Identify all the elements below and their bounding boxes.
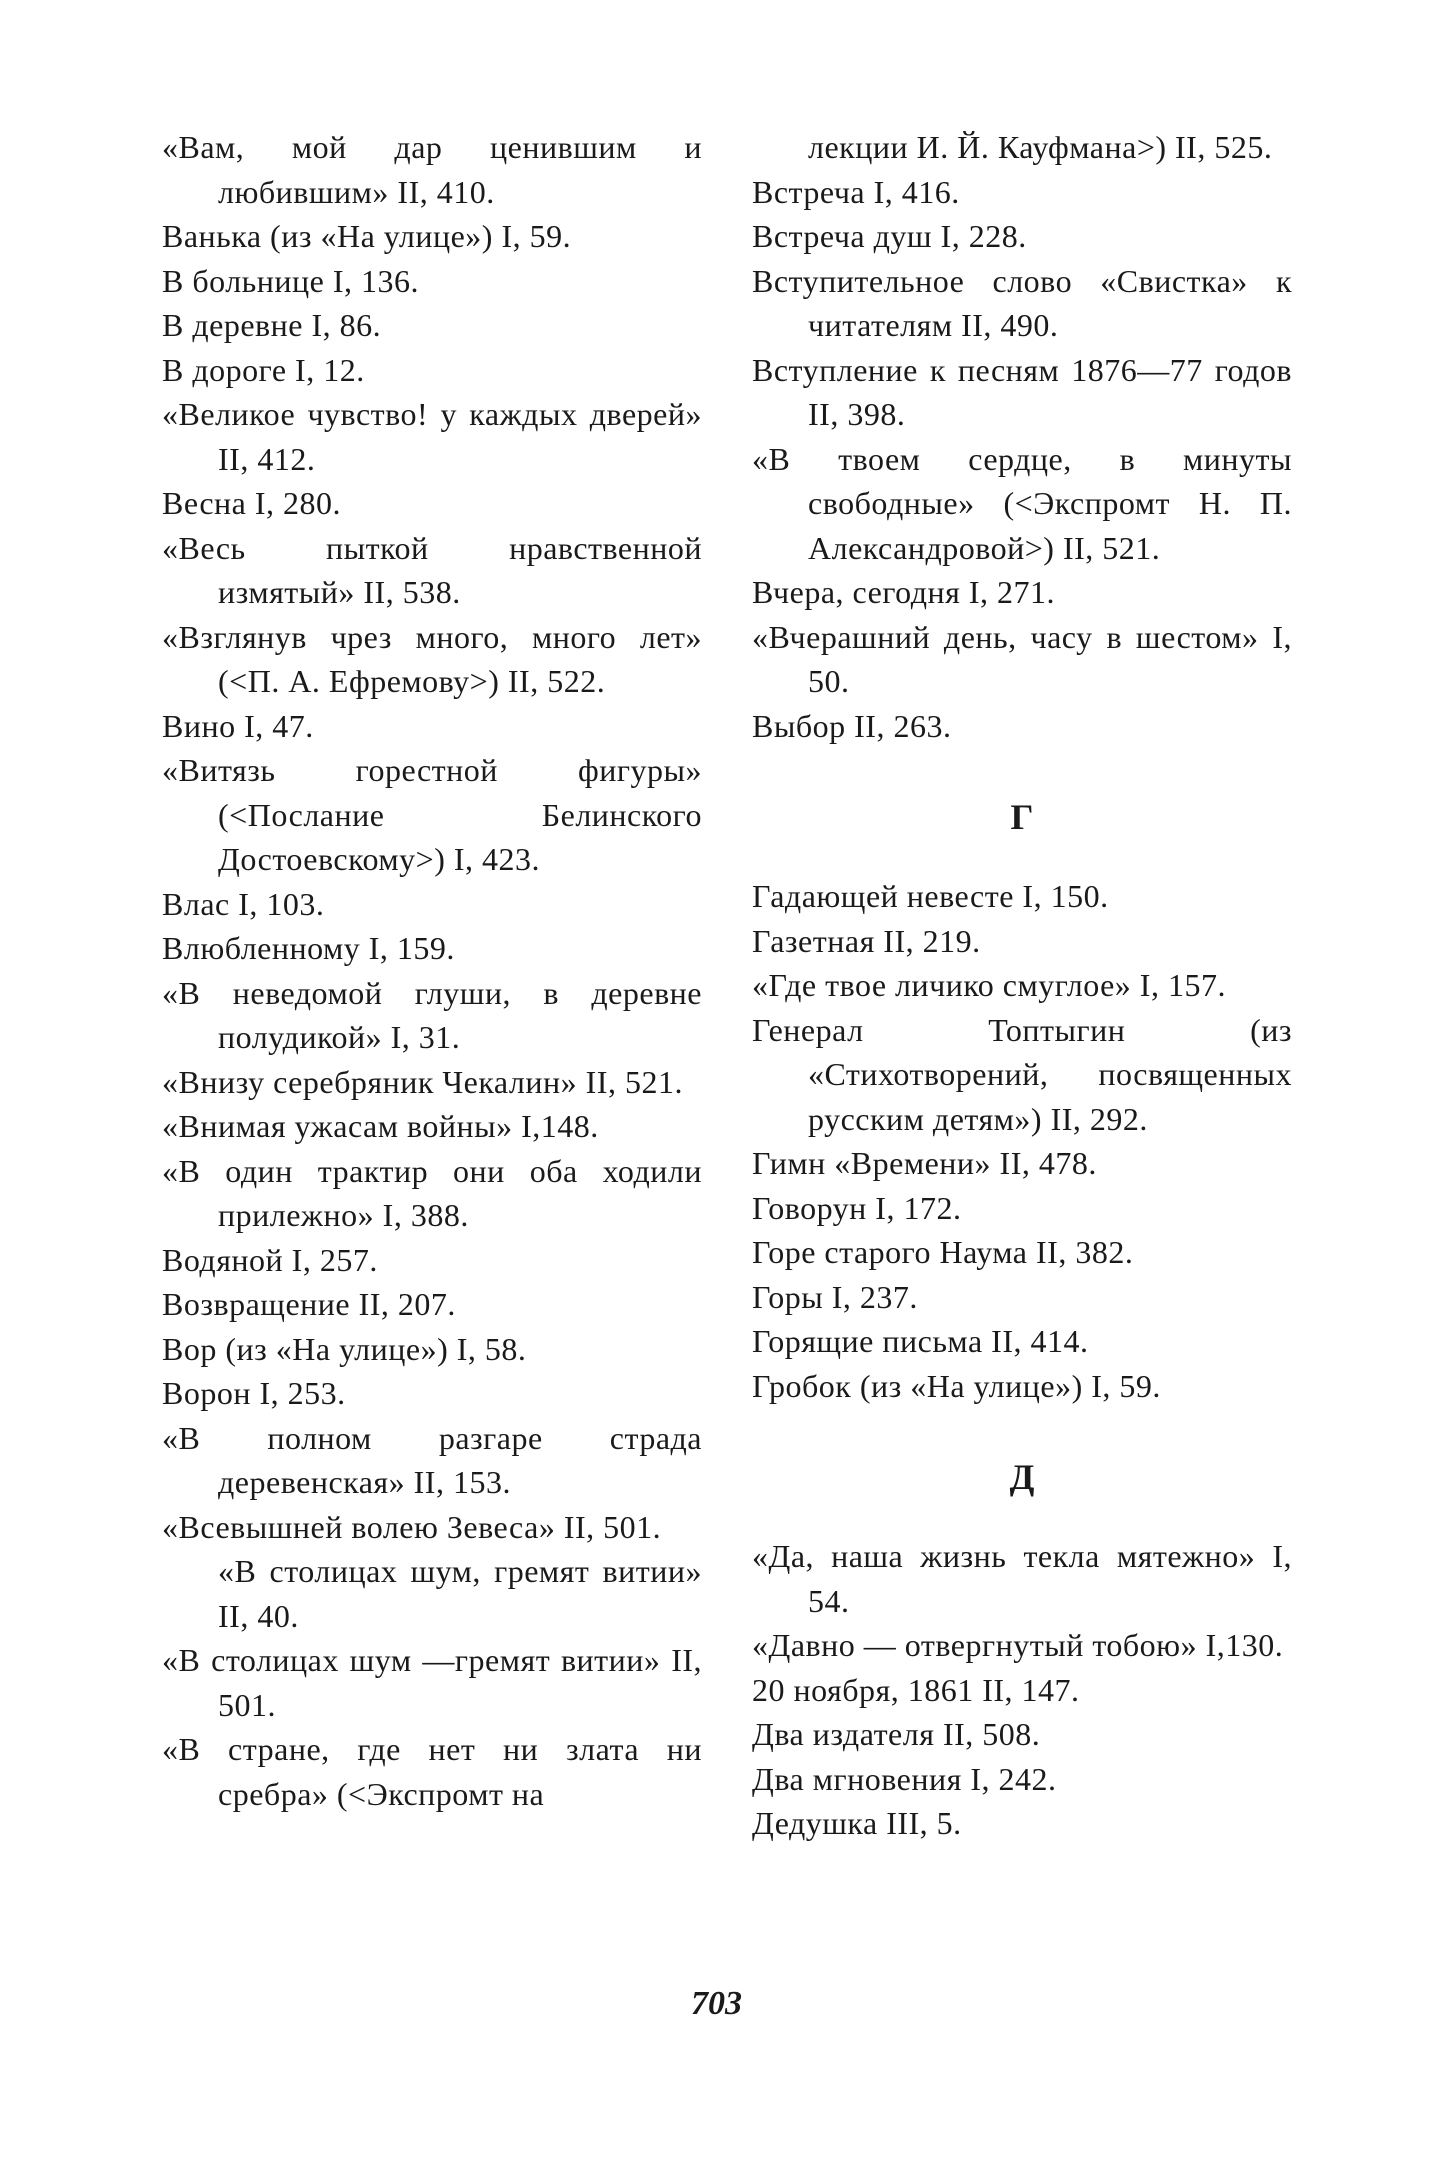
index-entry: Газетная II, 219. — [752, 922, 981, 959]
index-entry: «Витязь горестной фигуры» (<Послание Белинского Достоевскому>) I, 423. — [162, 752, 702, 877]
index-entry: Весна I, 280. — [162, 485, 342, 521]
index-entry: «Внимая ужасам войны» I,148. — [162, 1108, 599, 1144]
index-entry: Гимн «Времени» II, 478. — [752, 1145, 1097, 1181]
index-entry: «В один трактир они оба ходили прилежно» I, 388. — [162, 1152, 702, 1233]
index-entry: Гадающей невесте I, 150. — [752, 878, 1109, 914]
index-entry: «Вам, мой дар ценившим и любившим» II, 410. — [162, 129, 702, 210]
index-entry: 20 ноября, 1861 II, 147. — [752, 1671, 1080, 1708]
index-entry: «В полном разгаре страда деревенская» II, 153. — [162, 1419, 702, 1500]
page-number: 703 — [691, 1985, 742, 2022]
index-entry-continued: лекции И. Й. Кауфмана>) II, 525. — [808, 129, 1273, 165]
index-entry: Вино I, 47. — [162, 707, 314, 744]
index-entry: Вступительное слово «Свистка» к читателям II, 490. — [752, 262, 1292, 343]
index-entry: Возвращение II, 207. — [162, 1286, 456, 1322]
index-entry: «Внизу серебряник Чекалин» II, 521. — [162, 1063, 683, 1100]
index-entry: «Давно — отвергнутый тобою» I,130. — [752, 1627, 1284, 1663]
index-entry: Вчера, сегодня I, 271. — [752, 574, 1056, 610]
index-entry: Ванька (из «На улице») I, 59. — [162, 218, 572, 254]
index-entry: Два издателя II, 508. — [752, 1716, 1041, 1752]
index-entry: В дороге I, 12. — [162, 351, 365, 388]
index-entry: Горе старого Наума II, 382. — [752, 1234, 1134, 1270]
index-entry: «Всевышней волею Зевеса» II, 501. — [162, 1508, 662, 1545]
section-letter-d: Д — [1009, 1457, 1035, 1497]
index-entry: «Где твое личико смуглое» I, 157. — [752, 967, 1226, 1003]
right-column — [752, 125, 1292, 1846]
index-entry: Водяной I, 257. — [162, 1241, 378, 1278]
index-entry: «В столицах шум, гремят витии» II, 40. — [218, 1553, 702, 1634]
index-entry: Встреча душ I, 228. — [752, 218, 1027, 254]
index-entry: Горящие письма II, 414. — [752, 1323, 1089, 1359]
index-entry: «В столицах шум —гремят витии» II, 501. — [162, 1642, 702, 1723]
index-entry: «В твоем сердце, в минуты свободные» (<Экспромт Н. П. Александровой>) II, 521. — [752, 440, 1292, 566]
index-entry: «Взглянув чрез много, много лет» (<П. А. Ефремову>) II, 522. — [162, 618, 702, 699]
index-entry: «Великое чувство! у каждых дверей» II, 412. — [162, 396, 702, 477]
index-entry: Гробок (из «На улице») I, 59. — [752, 1367, 1161, 1404]
index-entry: Влас I, 103. — [162, 885, 325, 922]
section-letter-g: Г — [1010, 797, 1034, 837]
index-entry: «Вчерашний день, часу в шестом» I, 50. — [752, 618, 1292, 699]
index-entry: Влюбленному I, 159. — [162, 930, 455, 966]
index-entry: «В стране, где нет ни злата ни сребра» (<Экспромт на — [162, 1731, 702, 1812]
index-entry: В деревне I, 86. — [162, 307, 382, 343]
index-entry: В больнице I, 136. — [162, 262, 419, 299]
index-entry: Выбор II, 263. — [752, 707, 952, 744]
index-entry: Дедушка III, 5. — [752, 1805, 962, 1841]
index-entry: Встреча I, 416. — [752, 173, 960, 210]
index-entry: Горы I, 237. — [752, 1278, 918, 1315]
index-entry: Генерал Топтыгин (из «Стихотворений, посвященных русским детям») II, 292. — [752, 1011, 1292, 1137]
index-entry: Два мгновения I, 242. — [752, 1760, 1057, 1797]
index-entry: Вор (из «На улице») I, 58. — [162, 1330, 527, 1367]
index-entry: «В неведомой глуши, в деревне полудикой» I, 31. — [162, 974, 702, 1055]
index-entry: «Да, наша жизнь текла мятежно» I, 54. — [752, 1538, 1292, 1619]
index-entry: Ворон I, 253. — [162, 1375, 346, 1411]
index-entry: Говорун I, 172. — [752, 1189, 962, 1226]
index-entry: «Весь пыткой нравственной измятый» II, 538. — [162, 529, 702, 610]
left-column — [162, 125, 702, 1816]
index-entry: Вступление к песням 1876—77 годов II, 398. — [752, 351, 1292, 432]
